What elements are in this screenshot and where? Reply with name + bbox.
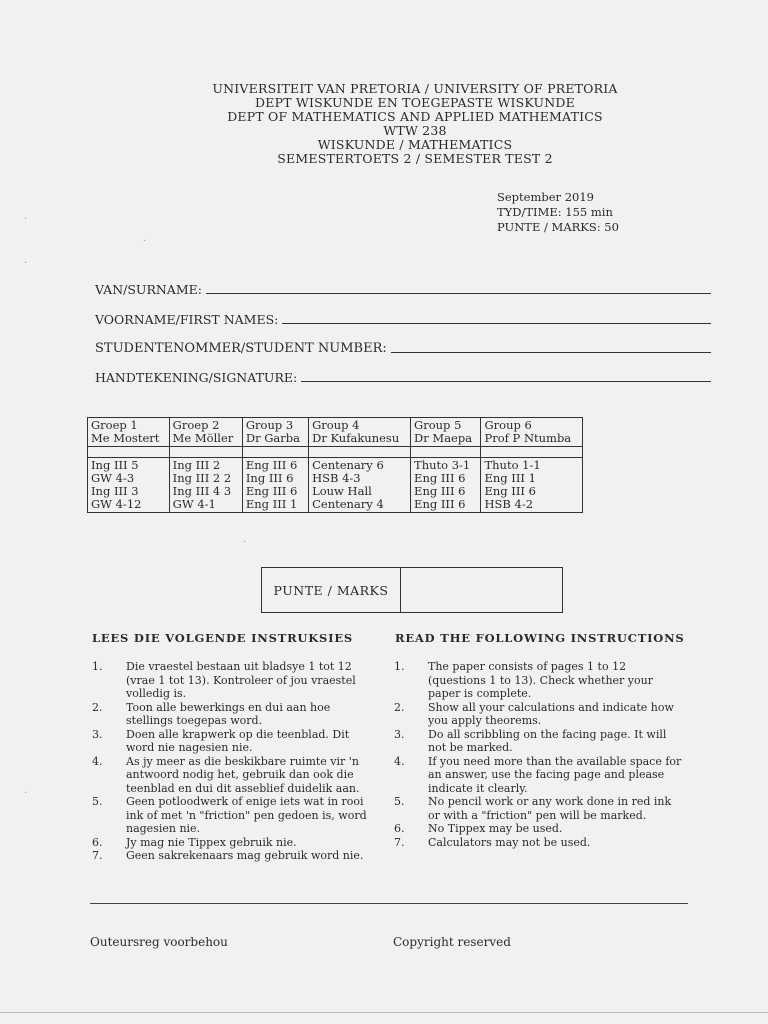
exam-time: TYD/TIME: 155 min bbox=[497, 205, 613, 219]
instruction-number: 7. bbox=[394, 835, 405, 849]
student-number-field[interactable] bbox=[95, 341, 711, 356]
venues-cell bbox=[242, 458, 308, 513]
instruction-number: 7. bbox=[92, 849, 103, 862]
venue: HSB 4-2 bbox=[484, 497, 534, 511]
instruction-text: Doen alle krapwerk op die teenblad. Dit word nie nagesien nie. bbox=[126, 727, 350, 754]
scan-speck: · bbox=[24, 788, 28, 799]
venue: Eng III 6 bbox=[484, 484, 536, 498]
group-name: Group 4 bbox=[312, 418, 360, 432]
venue: Eng III 6 bbox=[414, 484, 466, 498]
instruction-item bbox=[394, 660, 686, 701]
venue: Ing III 2 2 bbox=[172, 471, 232, 485]
venue: Eng III 6 bbox=[414, 497, 466, 511]
venue: Eng III 1 bbox=[484, 471, 536, 485]
scan-speck: · bbox=[24, 214, 28, 225]
instruction-text: Jy mag nie Tippex gebruik nie. bbox=[126, 835, 297, 849]
instruction-text: The paper consists of pages 1 to 12 (questions 1 to 13). Check whether your paper is complete. bbox=[428, 660, 653, 700]
instruction-number: 1. bbox=[394, 660, 405, 673]
venues-cell bbox=[481, 458, 583, 513]
venue: HSB 4-3 bbox=[312, 471, 361, 485]
header-line-university: UNIVERSITEIT VAN PRETORIA / UNIVERSITY OF PRETORIA bbox=[212, 81, 618, 96]
group-cell bbox=[88, 418, 170, 447]
instruction-text: No Tippex may be used. bbox=[428, 822, 563, 835]
group-name: Group 3 bbox=[245, 418, 294, 432]
groups-venues-row bbox=[88, 458, 583, 513]
groups-header-row bbox=[88, 418, 583, 447]
instruction-item bbox=[394, 795, 686, 822]
groups-table bbox=[87, 417, 583, 513]
venue: Ing III 3 bbox=[91, 484, 139, 498]
instruction-text: No pencil work or any work done in red ink or with a "friction" pen will be marked. bbox=[428, 795, 672, 822]
venue: Eng III 6 bbox=[245, 484, 298, 498]
header-line-dept-afrikaans: DEPT WISKUNDE EN TOEGEPASTE WISKUNDE bbox=[255, 95, 575, 110]
venues-cell bbox=[309, 458, 411, 513]
student-number-label: STUDENTENOMMER/STUDENT NUMBER: bbox=[95, 341, 387, 356]
venue: GW 4-1 bbox=[172, 497, 216, 511]
venue: GW 4-12 bbox=[91, 497, 142, 511]
afrikaans-instructions-list bbox=[92, 660, 380, 863]
instruction-number: 5. bbox=[92, 795, 103, 808]
instruction-item bbox=[92, 728, 380, 755]
group-lecturer: Me Mostert bbox=[91, 431, 160, 445]
group-lecturer: Prof P Ntumba bbox=[484, 431, 572, 445]
exam-date: September 2019 bbox=[497, 190, 594, 204]
venue: Centenary 6 bbox=[312, 458, 384, 472]
page-bottom-edge bbox=[0, 1012, 768, 1013]
scan-speck: · bbox=[243, 537, 247, 548]
document-header bbox=[200, 82, 630, 166]
instruction-number: 4. bbox=[92, 754, 103, 768]
venue: Eng III 6 bbox=[414, 471, 466, 485]
group-name: Groep 1 bbox=[91, 418, 138, 432]
first-names-line[interactable] bbox=[282, 322, 711, 324]
group-lecturer: Me Möller bbox=[172, 431, 234, 445]
exam-meta bbox=[497, 190, 619, 235]
instruction-text: Geen potloodwerk of enige iets wat in rooi ink of met 'n "friction" pen gedoen is, word nagesien nie. bbox=[126, 795, 367, 835]
instruction-text: As jy meer as die beskikbare ruimte vir 'n antwoord nodig het, gebruik dan ook die teenblad en dui dit asseblief duidelik aan. bbox=[126, 754, 360, 795]
venues-cell bbox=[411, 458, 481, 513]
venue: Ing III 2 bbox=[172, 458, 221, 472]
header-line-subject: WISKUNDE / MATHEMATICS bbox=[317, 137, 513, 152]
venue: Louw Hall bbox=[312, 484, 372, 498]
group-name: Groep 2 bbox=[172, 418, 220, 432]
instruction-number: 6. bbox=[394, 822, 405, 835]
instruction-item bbox=[394, 836, 686, 850]
groups-spacer-row bbox=[88, 447, 583, 458]
venue: Ing III 6 bbox=[245, 471, 294, 485]
venues-cell bbox=[88, 458, 170, 513]
instruction-number: 2. bbox=[92, 700, 103, 714]
venues-cell bbox=[169, 458, 242, 513]
group-cell bbox=[169, 418, 242, 447]
instruction-item bbox=[92, 660, 380, 701]
instruction-number: 1. bbox=[92, 660, 103, 673]
first-names-field[interactable] bbox=[95, 312, 711, 327]
instruction-item bbox=[394, 755, 686, 796]
instruction-item bbox=[92, 836, 380, 850]
instruction-item bbox=[92, 849, 380, 863]
venue: Centenary 4 bbox=[312, 497, 384, 511]
header-line-course-code: WTW 238 bbox=[383, 123, 447, 138]
instruction-item bbox=[92, 701, 380, 728]
venue: Eng III 1 bbox=[245, 497, 298, 511]
first-names-label: VOORNAME/FIRST NAMES: bbox=[95, 312, 279, 327]
instruction-item bbox=[92, 755, 380, 796]
venue: Ing III 5 bbox=[91, 458, 139, 472]
instruction-number: 3. bbox=[394, 727, 405, 741]
instruction-item bbox=[394, 822, 686, 836]
scan-speck: · bbox=[143, 236, 147, 247]
student-number-line[interactable] bbox=[391, 351, 711, 353]
venue: GW 4-3 bbox=[91, 471, 135, 485]
group-name: Group 6 bbox=[484, 418, 532, 432]
instruction-text: Do all scribbling on the facing page. It will not be marked. bbox=[428, 727, 667, 754]
marks-box-label: PUNTE / MARKS bbox=[262, 568, 401, 612]
surname-label: VAN/SURNAME: bbox=[95, 282, 202, 297]
afrikaans-instructions-heading: LEES DIE VOLGENDE INSTRUKSIES bbox=[92, 631, 353, 645]
instruction-item bbox=[394, 728, 686, 755]
group-lecturer: Dr Kufakunesu bbox=[312, 431, 400, 445]
header-line-dept-english: DEPT OF MATHEMATICS AND APPLIED MATHEMATICS bbox=[227, 109, 603, 124]
group-cell bbox=[242, 418, 308, 447]
instruction-text: Geen sakrekenaars mag gebruik word nie. bbox=[126, 849, 364, 862]
surname-field[interactable] bbox=[95, 282, 711, 297]
signature-field[interactable] bbox=[95, 370, 711, 385]
instruction-item bbox=[394, 701, 686, 728]
instruction-number: 3. bbox=[92, 727, 103, 741]
instruction-item bbox=[92, 795, 380, 836]
instruction-text: Toon alle bewerkings en dui aan hoe stellings toegepas word. bbox=[126, 700, 331, 727]
venue: Thuto 3-1 bbox=[414, 458, 471, 472]
signature-line[interactable] bbox=[301, 380, 711, 382]
instruction-text: Show all your calculations and indicate how you apply theorems. bbox=[428, 700, 674, 727]
scan-speck: · bbox=[24, 258, 28, 269]
english-instructions-list bbox=[394, 660, 686, 849]
footer-divider bbox=[90, 903, 688, 904]
english-instructions-heading: READ THE FOLLOWING INSTRUCTIONS bbox=[395, 631, 685, 645]
group-cell bbox=[309, 418, 411, 447]
venue: Eng III 6 bbox=[245, 458, 298, 472]
instruction-number: 6. bbox=[92, 835, 103, 849]
marks-box bbox=[261, 567, 563, 613]
group-name: Group 5 bbox=[414, 418, 462, 432]
surname-line[interactable] bbox=[206, 292, 711, 294]
marks-box-value[interactable] bbox=[401, 568, 562, 612]
instruction-number: 2. bbox=[394, 700, 405, 714]
venue: Thuto 1-1 bbox=[484, 458, 541, 472]
header-line-test-title: SEMESTERTOETS 2 / SEMESTER TEST 2 bbox=[277, 151, 553, 166]
group-cell bbox=[411, 418, 481, 447]
group-lecturer: Dr Garba bbox=[245, 431, 301, 445]
copyright-afrikaans: Outeursreg voorbehou bbox=[90, 935, 228, 949]
copyright-english: Copyright reserved bbox=[393, 935, 511, 949]
group-lecturer: Dr Maepa bbox=[414, 431, 473, 445]
instruction-number: 4. bbox=[394, 754, 405, 768]
instruction-text: Die vraestel bestaan uit bladsye 1 tot 12 (vrae 1 tot 13). Kontroleer of jou vraestel volledig is. bbox=[126, 660, 356, 700]
instruction-number: 5. bbox=[394, 795, 405, 808]
exam-total-marks: PUNTE / MARKS: 50 bbox=[497, 220, 619, 234]
instruction-text: Calculators may not be used. bbox=[428, 835, 591, 849]
group-cell bbox=[481, 418, 583, 447]
venue: Ing III 4 3 bbox=[172, 484, 232, 498]
instruction-text: If you need more than the available space for an answer, use the facing page and please indicate it clearly. bbox=[428, 754, 682, 795]
signature-label: HANDTEKENING/SIGNATURE: bbox=[95, 370, 298, 385]
